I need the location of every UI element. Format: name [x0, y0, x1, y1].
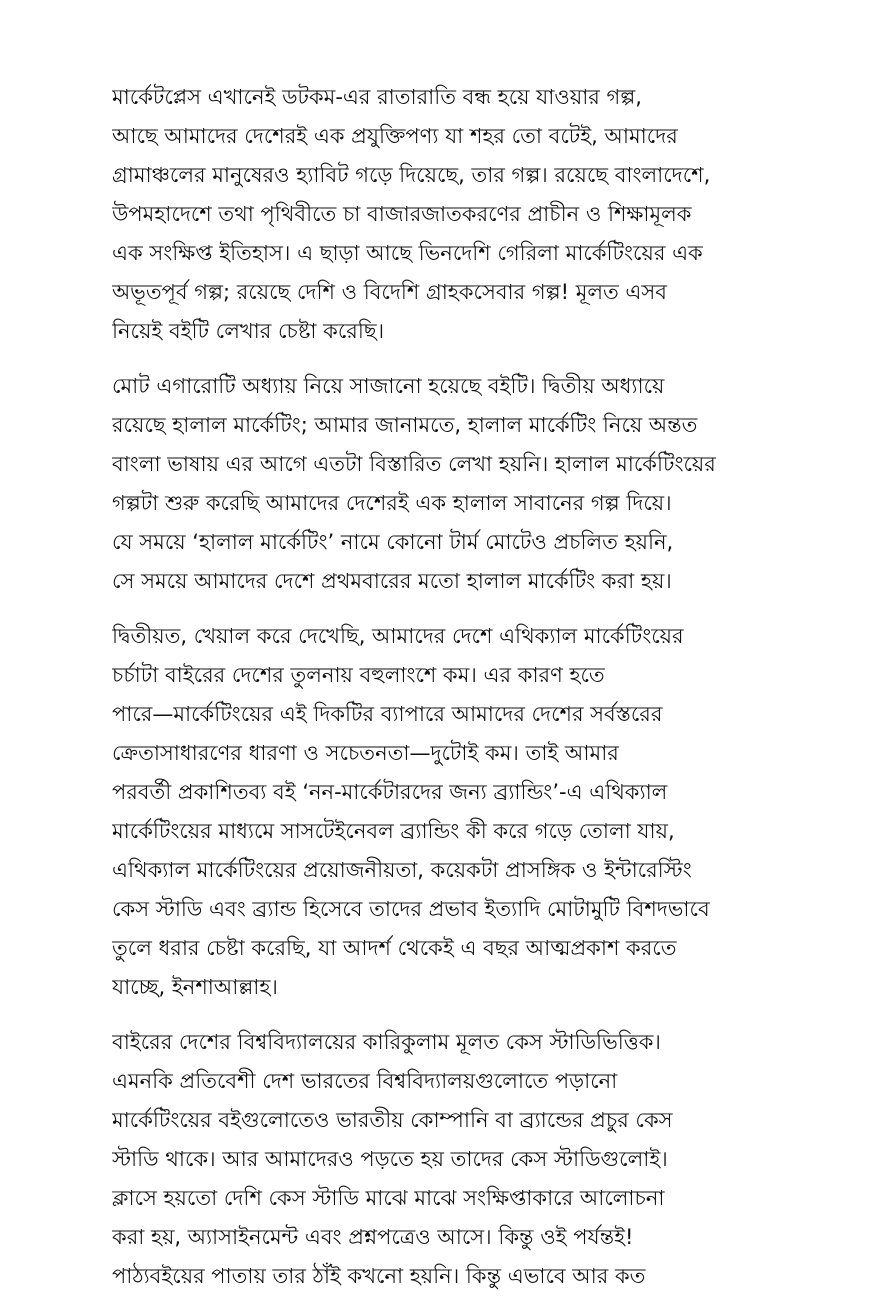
text-line: নিয়েই বইটি লেখার চেষ্টা করেছি।	[112, 319, 385, 343]
text-line: চর্চাটা বাইরের দেশের তুলনায় বহুলাংশে কম। এর কারণ হতে	[112, 663, 605, 687]
text-line: ক্রেতাসাধারণের ধারণা ও সচেতনতা—দুটোই কম। তাই আমার	[112, 741, 619, 765]
text-line: করা হয়, অ্যাসাইনমেন্ট এবং প্রশ্নপত্রেও আসে। কিন্তু ওই পর্যন্তই!	[112, 1225, 634, 1249]
text-line: স্টাডি থাকে। আর আমাদেরও পড়তে হয় তাদের কেস স্টাডিগুলোই।	[112, 1147, 668, 1171]
text-line: মার্কেটপ্লেস এখানেই ডটকম-এর রাতারাতি বন্ধ হয়ে যাওয়ার গল্প,	[112, 85, 642, 109]
text-line: আছে আমাদের দেশেরই এক প্রযুক্তিপণ্য যা শহর তো বটেই, আমাদের	[112, 124, 678, 148]
text-line: পারে—মার্কেটিংয়ের এই দিকটির ব্যাপারে আমাদের দেশের সর্বস্তরের	[112, 702, 663, 726]
text-line: এমনকি প্রতিবেশী দেশ ভারতের বিশ্ববিদ্যালয়গুলোতে পড়ানো	[112, 1069, 618, 1093]
text-line: এক সংক্ষিপ্ত ইতিহাস। এ ছাড়া আছে ভিনদেশি গেরিলা মার্কেটিংয়ের এক	[112, 241, 703, 265]
text-line: কেস স্টাডি এবং ব্র্যান্ড হিসেবে তাদের প্রভাব ইত্যাদি মোটামুটি বিশদভাবে	[112, 897, 710, 921]
text-line: এথিক্যাল মার্কেটিংয়ের প্রয়োজনীয়তা, কয়েকটা প্রাসঙ্গিক ও ইন্টারেস্টিং	[112, 858, 692, 882]
text-line: দ্বিতীয়ত, খেয়াল করে দেখেছি, আমাদের দেশে এথিক্যাল মার্কেটিংয়ের	[112, 624, 684, 648]
paragraph-4	[112, 1023, 802, 1296]
paragraph-1	[112, 78, 802, 351]
text-line: মার্কেটিংয়ের বইগুলোতেও ভারতীয় কোম্পানি বা ব্র্যান্ডের প্রচুর কেস	[112, 1108, 673, 1132]
text-line: রয়েছে হালাল মার্কেটিং; আমার জানামতে, হালাল মার্কেটিং নিয়ে অন্তত	[112, 413, 698, 437]
text-line: যাচ্ছে, ইনশাআল্লাহ।	[112, 975, 278, 999]
text-line: বাংলা ভাষায় এর আগে এতটা বিস্তারিত লেখা হয়নি। হালাল মার্কেটিংয়ের	[112, 452, 716, 476]
text-line: পাঠ্যবইয়ের পাতায় তার ঠাঁই কখনো হয়নি। কিন্তু এভাবে আর কত	[112, 1264, 646, 1288]
text-line: গ্রামাঞ্চলের মানুষেরও হ্যাবিট গড়ে দিয়েছে, তার গল্প। রয়েছে বাংলাদেশে,	[112, 163, 711, 187]
text-line: সে সময়ে আমাদের দেশে প্রথমবারের মতো হালাল মার্কেটিং করা হয়।	[112, 569, 672, 593]
text-line: মোট এগারোটি অধ্যায় নিয়ে সাজানো হয়েছে বইটি। দ্বিতীয় অধ্যায়ে	[112, 374, 665, 398]
text-line: ক্লাসে হয়তো দেশি কেস স্টাডি মাঝে মাঝে সংক্ষিপ্তাকারে আলোচনা	[112, 1186, 665, 1210]
text-line: অভূতপূর্ব গল্প; রয়েছে দেশি ও বিদেশি গ্রাহকসেবার গল্প! মূলত এসব	[112, 280, 667, 304]
text-line: মার্কেটিংয়ের মাধ্যমে সাসটেইনেবল ব্র্যান্ডিং কী করে গড়ে তোলা যায়,	[112, 819, 675, 843]
text-line: উপমহাদেশে তথা পৃথিবীতে চা বাজারজাতকরণের প্রাচীন ও শিক্ষামূলক	[112, 202, 692, 226]
text-line: বাইরের দেশের বিশ্ববিদ্যালয়ের কারিকুলাম মূলত কেস স্টাডিভিত্তিক।	[112, 1030, 661, 1054]
text-line: গল্পটা শুরু করেছি আমাদের দেশেরই এক হালাল সাবানের গল্প দিয়ে।	[112, 491, 672, 515]
paragraph-2	[112, 367, 802, 601]
text-line: পরবর্তী প্রকাশিতব্য বই ‘নন-মার্কেটারদের জন্য ব্র্যান্ডিং’-এ এথিক্যাল	[112, 780, 668, 804]
body-text	[112, 78, 802, 1312]
paragraph-3	[112, 617, 802, 1007]
text-line: তুলে ধরার চেষ্টা করেছি, যা আদর্শ থেকেই এ বছর আত্মপ্রকাশ করতে	[112, 936, 677, 960]
text-line: যে সময়ে ‘হালাল মার্কেটিং’ নামে কোনো টার্ম মোটেও প্রচলিত হয়নি,	[112, 530, 674, 554]
